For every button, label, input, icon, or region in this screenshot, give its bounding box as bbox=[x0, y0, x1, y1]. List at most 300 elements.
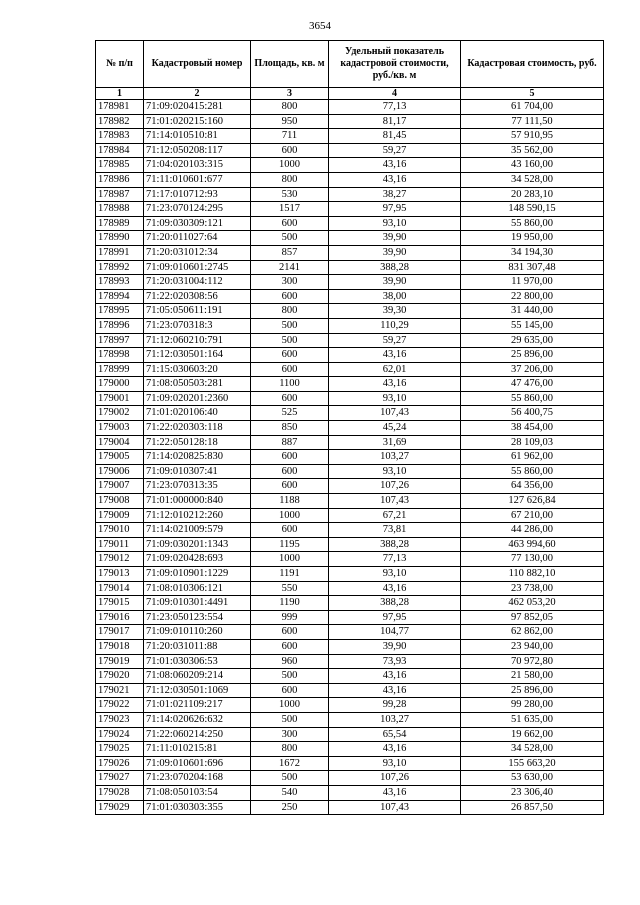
cadastral-number-cell: 71:12:030501:164 bbox=[144, 348, 251, 363]
cadastral-number-cell: 71:23:070318:3 bbox=[144, 318, 251, 333]
area-cell: 1000 bbox=[251, 698, 329, 713]
area-cell: 530 bbox=[251, 187, 329, 202]
cadastral-value-cell: 44 286,00 bbox=[461, 523, 604, 538]
row-number-cell: 178981 bbox=[96, 100, 144, 115]
table-row bbox=[96, 129, 604, 144]
cadastral-value-cell: 57 910,95 bbox=[461, 129, 604, 144]
area-cell: 1000 bbox=[251, 158, 329, 173]
cadastral-number-cell: 71:09:020201:2360 bbox=[144, 391, 251, 406]
cadastral-value-cell: 64 356,00 bbox=[461, 479, 604, 494]
row-number-cell: 178983 bbox=[96, 129, 144, 144]
table-row bbox=[96, 479, 604, 494]
cadastral-value-cell: 55 860,00 bbox=[461, 216, 604, 231]
unit-value-cell: 97,95 bbox=[329, 610, 461, 625]
row-number-cell: 178992 bbox=[96, 260, 144, 275]
cadastral-value-cell: 34 528,00 bbox=[461, 742, 604, 757]
area-cell: 550 bbox=[251, 581, 329, 596]
row-number-cell: 179004 bbox=[96, 435, 144, 450]
unit-value-cell: 39,90 bbox=[329, 275, 461, 290]
row-number-cell: 178987 bbox=[96, 187, 144, 202]
cadastral-value-cell: 20 283,10 bbox=[461, 187, 604, 202]
area-cell: 600 bbox=[251, 683, 329, 698]
unit-value-cell: 81,17 bbox=[329, 114, 461, 129]
unit-value-cell: 388,28 bbox=[329, 537, 461, 552]
cadastral-value-cell: 51 635,00 bbox=[461, 712, 604, 727]
cadastral-number-cell: 71:11:010601:677 bbox=[144, 172, 251, 187]
area-cell: 857 bbox=[251, 245, 329, 260]
cadastral-number-cell: 71:08:060209:214 bbox=[144, 669, 251, 684]
unit-value-cell: 103,27 bbox=[329, 712, 461, 727]
unit-value-cell: 77,13 bbox=[329, 100, 461, 115]
row-number-cell: 178997 bbox=[96, 333, 144, 348]
table-row bbox=[96, 523, 604, 538]
row-number-cell: 178985 bbox=[96, 158, 144, 173]
unit-value-cell: 39,30 bbox=[329, 304, 461, 319]
cadastral-value-cell: 23 940,00 bbox=[461, 639, 604, 654]
cadastral-value-cell: 21 580,00 bbox=[461, 669, 604, 684]
unit-value-cell: 107,26 bbox=[329, 771, 461, 786]
cadastral-value-cell: 19 950,00 bbox=[461, 231, 604, 246]
table-row bbox=[96, 260, 604, 275]
unit-value-cell: 388,28 bbox=[329, 596, 461, 611]
area-cell: 960 bbox=[251, 654, 329, 669]
row-number-cell: 179029 bbox=[96, 800, 144, 815]
table-row bbox=[96, 464, 604, 479]
cadastral-value-cell: 34 194,30 bbox=[461, 245, 604, 260]
table-row bbox=[96, 771, 604, 786]
area-cell: 600 bbox=[251, 523, 329, 538]
area-cell: 600 bbox=[251, 479, 329, 494]
unit-value-cell: 39,90 bbox=[329, 245, 461, 260]
table-header-row bbox=[96, 41, 604, 88]
area-cell: 2141 bbox=[251, 260, 329, 275]
cadastral-number-cell: 71:23:070124:295 bbox=[144, 202, 251, 217]
row-number-cell: 178989 bbox=[96, 216, 144, 231]
area-cell: 850 bbox=[251, 421, 329, 436]
table-row bbox=[96, 712, 604, 727]
table-row bbox=[96, 348, 604, 363]
row-number-cell: 179002 bbox=[96, 406, 144, 421]
row-number-cell: 178984 bbox=[96, 143, 144, 158]
table-row bbox=[96, 756, 604, 771]
unit-value-cell: 99,28 bbox=[329, 698, 461, 713]
unit-value-cell: 43,16 bbox=[329, 172, 461, 187]
area-cell: 600 bbox=[251, 216, 329, 231]
cadastral-number-cell: 71:22:060214:250 bbox=[144, 727, 251, 742]
cadastral-value-cell: 25 896,00 bbox=[461, 348, 604, 363]
area-cell: 887 bbox=[251, 435, 329, 450]
area-cell: 525 bbox=[251, 406, 329, 421]
unit-value-cell: 93,10 bbox=[329, 567, 461, 582]
area-cell: 1195 bbox=[251, 537, 329, 552]
area-cell: 500 bbox=[251, 669, 329, 684]
table-row bbox=[96, 683, 604, 698]
unit-value-cell: 43,16 bbox=[329, 785, 461, 800]
area-cell: 1191 bbox=[251, 567, 329, 582]
row-number-cell: 179027 bbox=[96, 771, 144, 786]
unit-value-cell: 103,27 bbox=[329, 450, 461, 465]
row-number-cell: 179025 bbox=[96, 742, 144, 757]
area-cell: 250 bbox=[251, 800, 329, 815]
area-cell: 800 bbox=[251, 304, 329, 319]
unit-value-cell: 62,01 bbox=[329, 362, 461, 377]
area-cell: 1672 bbox=[251, 756, 329, 771]
cadastral-number-cell: 71:05:050611:191 bbox=[144, 304, 251, 319]
cadastral-number-cell: 71:01:020215:160 bbox=[144, 114, 251, 129]
cadastral-number-cell: 71:23:070204:168 bbox=[144, 771, 251, 786]
cadastral-number-cell: 71:09:010110:260 bbox=[144, 625, 251, 640]
unit-value-cell: 59,27 bbox=[329, 333, 461, 348]
unit-value-cell: 65,54 bbox=[329, 727, 461, 742]
table-row bbox=[96, 158, 604, 173]
header-area: Площадь, кв. м bbox=[251, 41, 329, 88]
unit-value-cell: 43,16 bbox=[329, 377, 461, 392]
cadastral-value-cell: 19 662,00 bbox=[461, 727, 604, 742]
table-row bbox=[96, 421, 604, 436]
table-row bbox=[96, 537, 604, 552]
cadastral-value-cell: 61 962,00 bbox=[461, 450, 604, 465]
table-row bbox=[96, 435, 604, 450]
unit-value-cell: 38,27 bbox=[329, 187, 461, 202]
row-number-cell: 179006 bbox=[96, 464, 144, 479]
area-cell: 500 bbox=[251, 333, 329, 348]
area-cell: 540 bbox=[251, 785, 329, 800]
cadastral-value-cell: 25 896,00 bbox=[461, 683, 604, 698]
row-number-cell: 179010 bbox=[96, 523, 144, 538]
unit-value-cell: 107,43 bbox=[329, 800, 461, 815]
cadastral-value-cell: 62 862,00 bbox=[461, 625, 604, 640]
area-cell: 600 bbox=[251, 348, 329, 363]
unit-value-cell: 39,90 bbox=[329, 231, 461, 246]
cadastral-number-cell: 71:12:060210:791 bbox=[144, 333, 251, 348]
row-number-cell: 179016 bbox=[96, 610, 144, 625]
cadastral-number-cell: 71:20:031011:88 bbox=[144, 639, 251, 654]
cadastral-value-table bbox=[95, 40, 604, 815]
row-number-cell: 179018 bbox=[96, 639, 144, 654]
table-row bbox=[96, 552, 604, 567]
cadastral-number-cell: 71:09:010901:1229 bbox=[144, 567, 251, 582]
header-cadastral-value: Кадастровая стоимость, руб. bbox=[461, 41, 604, 88]
unit-value-cell: 107,26 bbox=[329, 479, 461, 494]
row-number-cell: 179011 bbox=[96, 537, 144, 552]
unit-value-cell: 104,77 bbox=[329, 625, 461, 640]
area-cell: 711 bbox=[251, 129, 329, 144]
cadastral-value-cell: 53 630,00 bbox=[461, 771, 604, 786]
header-cadastral-number: Кадастровый номер bbox=[144, 41, 251, 88]
table-row bbox=[96, 143, 604, 158]
row-number-cell: 178993 bbox=[96, 275, 144, 290]
page-number: 3654 bbox=[309, 20, 331, 32]
row-number-cell: 178990 bbox=[96, 231, 144, 246]
row-number-cell: 178994 bbox=[96, 289, 144, 304]
unit-value-cell: 39,90 bbox=[329, 639, 461, 654]
table-row bbox=[96, 610, 604, 625]
cadastral-number-cell: 71:09:010307:41 bbox=[144, 464, 251, 479]
unit-value-cell: 73,81 bbox=[329, 523, 461, 538]
unit-value-cell: 43,16 bbox=[329, 683, 461, 698]
cadastral-number-cell: 71:11:010215:81 bbox=[144, 742, 251, 757]
table-row bbox=[96, 800, 604, 815]
row-number-cell: 179007 bbox=[96, 479, 144, 494]
table-row bbox=[96, 333, 604, 348]
table-row bbox=[96, 216, 604, 231]
table-row bbox=[96, 245, 604, 260]
table-row bbox=[96, 742, 604, 757]
row-number-cell: 178999 bbox=[96, 362, 144, 377]
row-number-cell: 178988 bbox=[96, 202, 144, 217]
cadastral-value-cell: 37 206,00 bbox=[461, 362, 604, 377]
area-cell: 500 bbox=[251, 318, 329, 333]
area-cell: 600 bbox=[251, 464, 329, 479]
row-number-cell: 179009 bbox=[96, 508, 144, 523]
table-row bbox=[96, 289, 604, 304]
cadastral-value-cell: 148 590,15 bbox=[461, 202, 604, 217]
column-number: 2 bbox=[144, 88, 251, 100]
unit-value-cell: 43,16 bbox=[329, 158, 461, 173]
row-number-cell: 178991 bbox=[96, 245, 144, 260]
table-row bbox=[96, 639, 604, 654]
cadastral-value-cell: 463 994,60 bbox=[461, 537, 604, 552]
cadastral-number-cell: 71:01:021109:217 bbox=[144, 698, 251, 713]
cadastral-value-cell: 34 528,00 bbox=[461, 172, 604, 187]
header-row-number: № п/п bbox=[96, 41, 144, 88]
table-row bbox=[96, 727, 604, 742]
table-row bbox=[96, 202, 604, 217]
unit-value-cell: 388,28 bbox=[329, 260, 461, 275]
table-row bbox=[96, 567, 604, 582]
row-number-cell: 178982 bbox=[96, 114, 144, 129]
cadastral-value-cell: 55 145,00 bbox=[461, 318, 604, 333]
unit-value-cell: 38,00 bbox=[329, 289, 461, 304]
cadastral-value-cell: 99 280,00 bbox=[461, 698, 604, 713]
area-cell: 500 bbox=[251, 712, 329, 727]
table-row bbox=[96, 785, 604, 800]
cadastral-number-cell: 71:15:030603:20 bbox=[144, 362, 251, 377]
table-row bbox=[96, 362, 604, 377]
cadastral-value-cell: 28 109,03 bbox=[461, 435, 604, 450]
column-number: 4 bbox=[329, 88, 461, 100]
unit-value-cell: 43,16 bbox=[329, 669, 461, 684]
row-number-cell: 179013 bbox=[96, 567, 144, 582]
cadastral-value-cell: 70 972,80 bbox=[461, 654, 604, 669]
row-number-cell: 179021 bbox=[96, 683, 144, 698]
cadastral-number-cell: 71:14:010510:81 bbox=[144, 129, 251, 144]
cadastral-number-cell: 71:08:010306:121 bbox=[144, 581, 251, 596]
header-unit-value: Удельный показатель кадастровой стоимости, руб./кв. м bbox=[329, 41, 461, 88]
area-cell: 1100 bbox=[251, 377, 329, 392]
cadastral-number-cell: 71:22:020308:56 bbox=[144, 289, 251, 304]
area-cell: 600 bbox=[251, 362, 329, 377]
table-row bbox=[96, 494, 604, 509]
cadastral-number-cell: 71:01:030306:53 bbox=[144, 654, 251, 669]
area-cell: 300 bbox=[251, 727, 329, 742]
cadastral-value-cell: 55 860,00 bbox=[461, 391, 604, 406]
column-number: 3 bbox=[251, 88, 329, 100]
cadastral-value-cell: 110 882,10 bbox=[461, 567, 604, 582]
cadastral-value-cell: 29 635,00 bbox=[461, 333, 604, 348]
cadastral-number-cell: 71:14:020825:830 bbox=[144, 450, 251, 465]
unit-value-cell: 43,16 bbox=[329, 348, 461, 363]
cadastral-value-cell: 22 800,00 bbox=[461, 289, 604, 304]
row-number-cell: 179023 bbox=[96, 712, 144, 727]
area-cell: 800 bbox=[251, 742, 329, 757]
column-number: 5 bbox=[461, 88, 604, 100]
cadastral-value-cell: 77 111,50 bbox=[461, 114, 604, 129]
cadastral-value-cell: 462 053,20 bbox=[461, 596, 604, 611]
table-row bbox=[96, 100, 604, 115]
table-row bbox=[96, 377, 604, 392]
unit-value-cell: 93,10 bbox=[329, 391, 461, 406]
unit-value-cell: 31,69 bbox=[329, 435, 461, 450]
row-number-cell: 179001 bbox=[96, 391, 144, 406]
row-number-cell: 179008 bbox=[96, 494, 144, 509]
cadastral-number-cell: 71:12:030501:1069 bbox=[144, 683, 251, 698]
table-row bbox=[96, 654, 604, 669]
row-number-cell: 179028 bbox=[96, 785, 144, 800]
area-cell: 500 bbox=[251, 771, 329, 786]
unit-value-cell: 45,24 bbox=[329, 421, 461, 436]
area-cell: 600 bbox=[251, 639, 329, 654]
table-row bbox=[96, 231, 604, 246]
cadastral-number-cell: 71:08:050103:54 bbox=[144, 785, 251, 800]
table-row bbox=[96, 581, 604, 596]
table-row bbox=[96, 187, 604, 202]
table-row bbox=[96, 406, 604, 421]
row-number-cell: 179017 bbox=[96, 625, 144, 640]
table-row bbox=[96, 625, 604, 640]
cadastral-number-cell: 71:17:010712:93 bbox=[144, 187, 251, 202]
cadastral-number-cell: 71:09:020415:281 bbox=[144, 100, 251, 115]
cadastral-number-cell: 71:01:020106:40 bbox=[144, 406, 251, 421]
unit-value-cell: 81,45 bbox=[329, 129, 461, 144]
row-number-cell: 179005 bbox=[96, 450, 144, 465]
unit-value-cell: 93,10 bbox=[329, 756, 461, 771]
area-cell: 600 bbox=[251, 391, 329, 406]
table-row bbox=[96, 391, 604, 406]
row-number-cell: 179000 bbox=[96, 377, 144, 392]
table-row bbox=[96, 669, 604, 684]
row-number-cell: 178995 bbox=[96, 304, 144, 319]
unit-value-cell: 43,16 bbox=[329, 581, 461, 596]
unit-value-cell: 107,43 bbox=[329, 494, 461, 509]
cadastral-number-cell: 71:20:031004:112 bbox=[144, 275, 251, 290]
cadastral-value-cell: 43 160,00 bbox=[461, 158, 604, 173]
table-row bbox=[96, 318, 604, 333]
cadastral-number-cell: 71:14:021009:579 bbox=[144, 523, 251, 538]
table-row bbox=[96, 596, 604, 611]
cadastral-number-cell: 71:01:030303:355 bbox=[144, 800, 251, 815]
area-cell: 1190 bbox=[251, 596, 329, 611]
area-cell: 1517 bbox=[251, 202, 329, 217]
row-number-cell: 179022 bbox=[96, 698, 144, 713]
row-number-cell: 179003 bbox=[96, 421, 144, 436]
unit-value-cell: 97,95 bbox=[329, 202, 461, 217]
area-cell: 600 bbox=[251, 450, 329, 465]
row-number-cell: 178986 bbox=[96, 172, 144, 187]
unit-value-cell: 93,10 bbox=[329, 216, 461, 231]
area-cell: 500 bbox=[251, 231, 329, 246]
row-number-cell: 179015 bbox=[96, 596, 144, 611]
cadastral-number-cell: 71:09:010601:696 bbox=[144, 756, 251, 771]
unit-value-cell: 77,13 bbox=[329, 552, 461, 567]
area-cell: 600 bbox=[251, 625, 329, 640]
cadastral-value-cell: 23 738,00 bbox=[461, 581, 604, 596]
cadastral-number-cell: 71:23:050123:554 bbox=[144, 610, 251, 625]
cadastral-number-cell: 71:12:050208:117 bbox=[144, 143, 251, 158]
cadastral-number-cell: 71:23:070313:35 bbox=[144, 479, 251, 494]
cadastral-value-cell: 67 210,00 bbox=[461, 508, 604, 523]
cadastral-number-cell: 71:22:020303:118 bbox=[144, 421, 251, 436]
area-cell: 800 bbox=[251, 172, 329, 187]
row-number-cell: 179020 bbox=[96, 669, 144, 684]
cadastral-number-cell: 71:01:000000:840 bbox=[144, 494, 251, 509]
unit-value-cell: 59,27 bbox=[329, 143, 461, 158]
cadastral-value-cell: 831 307,48 bbox=[461, 260, 604, 275]
area-cell: 300 bbox=[251, 275, 329, 290]
row-number-cell: 179014 bbox=[96, 581, 144, 596]
row-number-cell: 178998 bbox=[96, 348, 144, 363]
cadastral-value-cell: 47 476,00 bbox=[461, 377, 604, 392]
cadastral-number-cell: 71:09:030201:1343 bbox=[144, 537, 251, 552]
row-number-cell: 178996 bbox=[96, 318, 144, 333]
area-cell: 1000 bbox=[251, 508, 329, 523]
table-column-number-row bbox=[96, 88, 604, 100]
cadastral-number-cell: 71:09:020428:693 bbox=[144, 552, 251, 567]
unit-value-cell: 107,43 bbox=[329, 406, 461, 421]
area-cell: 1000 bbox=[251, 552, 329, 567]
cadastral-number-cell: 71:20:011027:64 bbox=[144, 231, 251, 246]
cadastral-value-cell: 38 454,00 bbox=[461, 421, 604, 436]
cadastral-value-cell: 61 704,00 bbox=[461, 100, 604, 115]
cadastral-number-cell: 71:04:020103:315 bbox=[144, 158, 251, 173]
area-cell: 800 bbox=[251, 100, 329, 115]
table-row bbox=[96, 114, 604, 129]
area-cell: 999 bbox=[251, 610, 329, 625]
cadastral-number-cell: 71:09:030309:121 bbox=[144, 216, 251, 231]
cadastral-value-cell: 77 130,00 bbox=[461, 552, 604, 567]
cadastral-number-cell: 71:09:010301:4491 bbox=[144, 596, 251, 611]
unit-value-cell: 73,93 bbox=[329, 654, 461, 669]
cadastral-value-cell: 56 400,75 bbox=[461, 406, 604, 421]
cadastral-value-cell: 97 852,05 bbox=[461, 610, 604, 625]
area-cell: 1188 bbox=[251, 494, 329, 509]
cadastral-value-cell: 127 626,84 bbox=[461, 494, 604, 509]
area-cell: 950 bbox=[251, 114, 329, 129]
cadastral-number-cell: 71:09:010601:2745 bbox=[144, 260, 251, 275]
cadastral-value-cell: 55 860,00 bbox=[461, 464, 604, 479]
row-number-cell: 179024 bbox=[96, 727, 144, 742]
table-row bbox=[96, 698, 604, 713]
cadastral-number-cell: 71:14:020626:632 bbox=[144, 712, 251, 727]
unit-value-cell: 67,21 bbox=[329, 508, 461, 523]
cadastral-value-cell: 11 970,00 bbox=[461, 275, 604, 290]
cadastral-value-cell: 26 857,50 bbox=[461, 800, 604, 815]
area-cell: 600 bbox=[251, 289, 329, 304]
row-number-cell: 179012 bbox=[96, 552, 144, 567]
cadastral-number-cell: 71:22:050128:18 bbox=[144, 435, 251, 450]
cadastral-number-cell: 71:08:050503:281 bbox=[144, 377, 251, 392]
table-row bbox=[96, 304, 604, 319]
unit-value-cell: 43,16 bbox=[329, 742, 461, 757]
cadastral-number-cell: 71:12:010212:260 bbox=[144, 508, 251, 523]
table-row bbox=[96, 172, 604, 187]
column-number: 1 bbox=[96, 88, 144, 100]
table-row bbox=[96, 275, 604, 290]
cadastral-number-cell: 71:20:031012:34 bbox=[144, 245, 251, 260]
table-body bbox=[96, 100, 604, 815]
row-number-cell: 179019 bbox=[96, 654, 144, 669]
area-cell: 600 bbox=[251, 143, 329, 158]
